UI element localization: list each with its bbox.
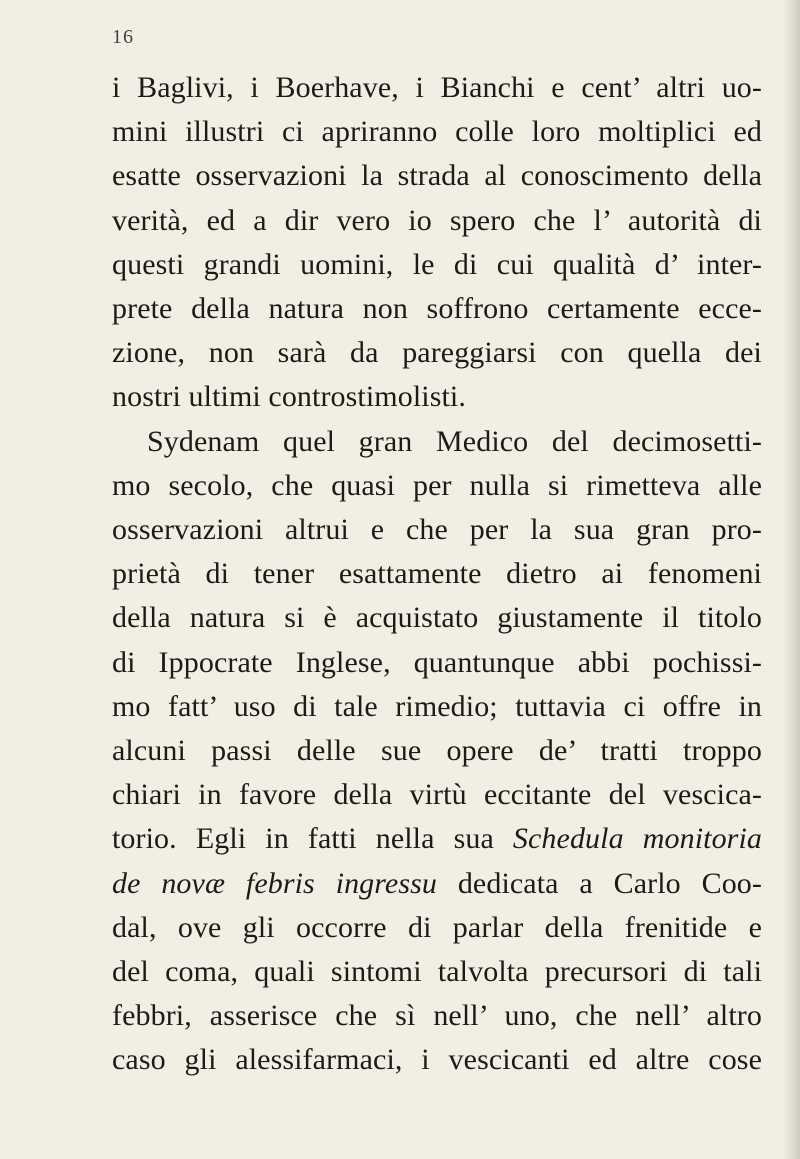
text-line: prete della natura non soffrono certamente ecce- — [112, 292, 762, 326]
text-line: i Baglivi, i Boerhave, i Bianchi e cent’ altri uo- — [112, 71, 762, 104]
text-line: zione, non sarà da pareggiarsi con quella dei — [112, 336, 762, 370]
text-line: nostri ultimi controstimolisti. — [112, 380, 466, 414]
text-line: verità, ed a dir vero io spero che l’ autorità di — [112, 203, 762, 237]
body-text — [112, 66, 762, 1083]
text-line: Sydenam quel gran Medico del decimosetti- — [147, 424, 762, 458]
page-edge-shadow — [782, 0, 800, 1159]
text-line: febbri, asserisce che sì nell’ uno, che nell’ altro — [112, 999, 762, 1033]
text-line: del coma, quali sintomi talvolta precursori di tali — [112, 955, 762, 989]
text-line: questi grandi uomini, le di cui qualità d’ inter- — [112, 247, 762, 281]
text-line: caso gli alessifarmaci, i vescicanti ed altre cose — [112, 1043, 762, 1077]
text-line: prietà di tener esattamente dietro ai fenomeni — [112, 557, 762, 591]
text-line-with-title — [112, 817, 762, 861]
text-line: alcuni passi delle sue opere de’ tratti troppo — [112, 734, 762, 768]
text-line: dal, ove gli occorre di parlar della frenitide e — [112, 910, 762, 944]
text-line: esatte osservazioni la strada al conoscimento della — [112, 159, 762, 193]
text-line-with-title — [112, 862, 762, 906]
page-number: 16 — [112, 26, 134, 48]
title-segment: Schedula monitoria — [512, 822, 762, 856]
text-line: della natura si è acquistato giustamente il titolo — [112, 601, 762, 635]
text-line: chiari in favore della virtù eccitante del vescica- — [112, 778, 762, 812]
text-line: mo fatt’ uso di tale rimedio; tuttavia ci offre in — [112, 689, 762, 723]
text-segment: torio. Egli in fatti nella sua — [112, 822, 494, 856]
text-line: di Ippocrate Inglese, quantunque abbi pochissi- — [112, 645, 762, 679]
text-line: mini illustri ci apriranno colle loro moltiplici ed — [112, 115, 762, 149]
text-segment: dedicata a Carlo Coo- — [457, 866, 762, 900]
title-segment: de novæ febris ingressu — [112, 866, 437, 900]
text-line: osservazioni altrui e che per la sua gran pro- — [112, 513, 762, 547]
text-line: mo secolo, che quasi per nulla si rimetteva alle — [112, 468, 762, 502]
